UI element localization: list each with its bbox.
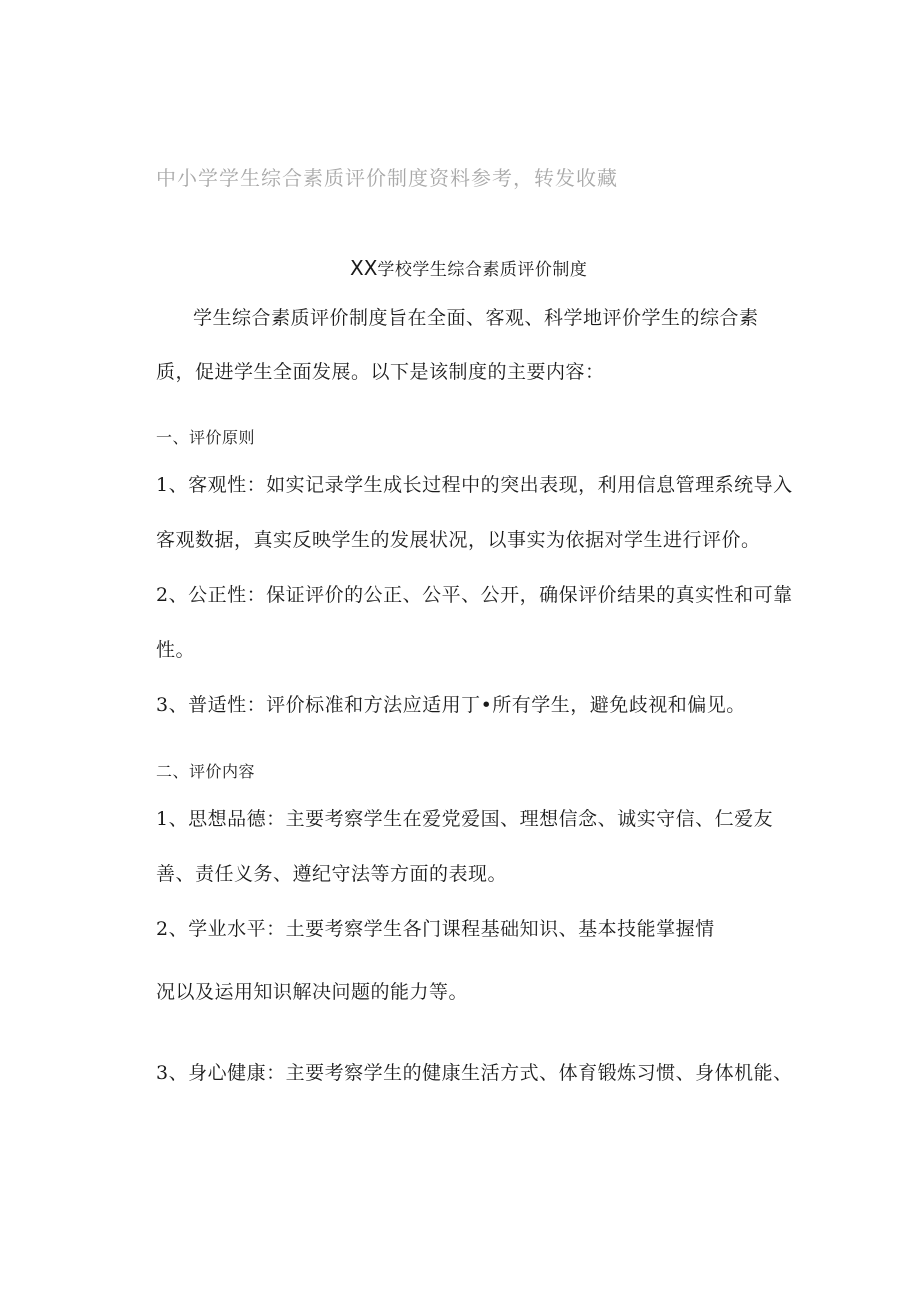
intro-line-1: 学生综合素质评价制度旨在全面、客观、科学地评价学生的综合素: [193, 307, 759, 329]
content-1-line-2: 善、责任义务、遵纪守法等方面的表现。: [156, 863, 508, 885]
section-heading-principles: 一、评价原则: [156, 428, 256, 447]
content-1-line-1: 1、思想品德：主要考察学生在爱党爱国、理想信念、诚实守信、仁爱友: [156, 808, 774, 830]
watermark-text: 中小学学生综合素质评价制度资料参考，转发收藏: [156, 166, 618, 190]
title-prefix: XX: [350, 256, 378, 280]
principle-1-line-2: 客观数据，真实反映学生的发展状况，以事实为依据对学生进行评价。: [156, 529, 761, 551]
principle-1-line-1: 1、客观性：如实记录学生成长过程中的突出表现，利用信息管理系统导入: [156, 474, 793, 496]
document-title: [350, 256, 587, 282]
content-2-line-1: 2、学业水平：土要考察学生各门课程基础知识、基本技能掌握情: [156, 918, 715, 940]
principle-3-line-1: 3、普适性：评价标准和方法应适用丁•所有学生，避免歧视和偏见。: [156, 694, 746, 716]
content-2-line-2: 况以及运用知识解决问题的能力等。: [156, 981, 469, 1003]
principle-2-line-2: 性。: [156, 639, 196, 661]
section-heading-content: 二、评价内容: [156, 762, 256, 781]
title-text: 学校学生综合素质评价制度: [377, 260, 588, 280]
content-3-line-1: 3、身心健康：主要考察学生的健康生活方式、体育锻炼习惯、身体机能、: [156, 1062, 793, 1084]
principle-2-line-1: 2、公正性：保证评价的公正、公平、公开，确保评价结果的真实性和可靠: [156, 584, 793, 606]
intro-line-2: 质，促进学生全面发展。以下是该制度的主要内容：: [156, 361, 605, 383]
